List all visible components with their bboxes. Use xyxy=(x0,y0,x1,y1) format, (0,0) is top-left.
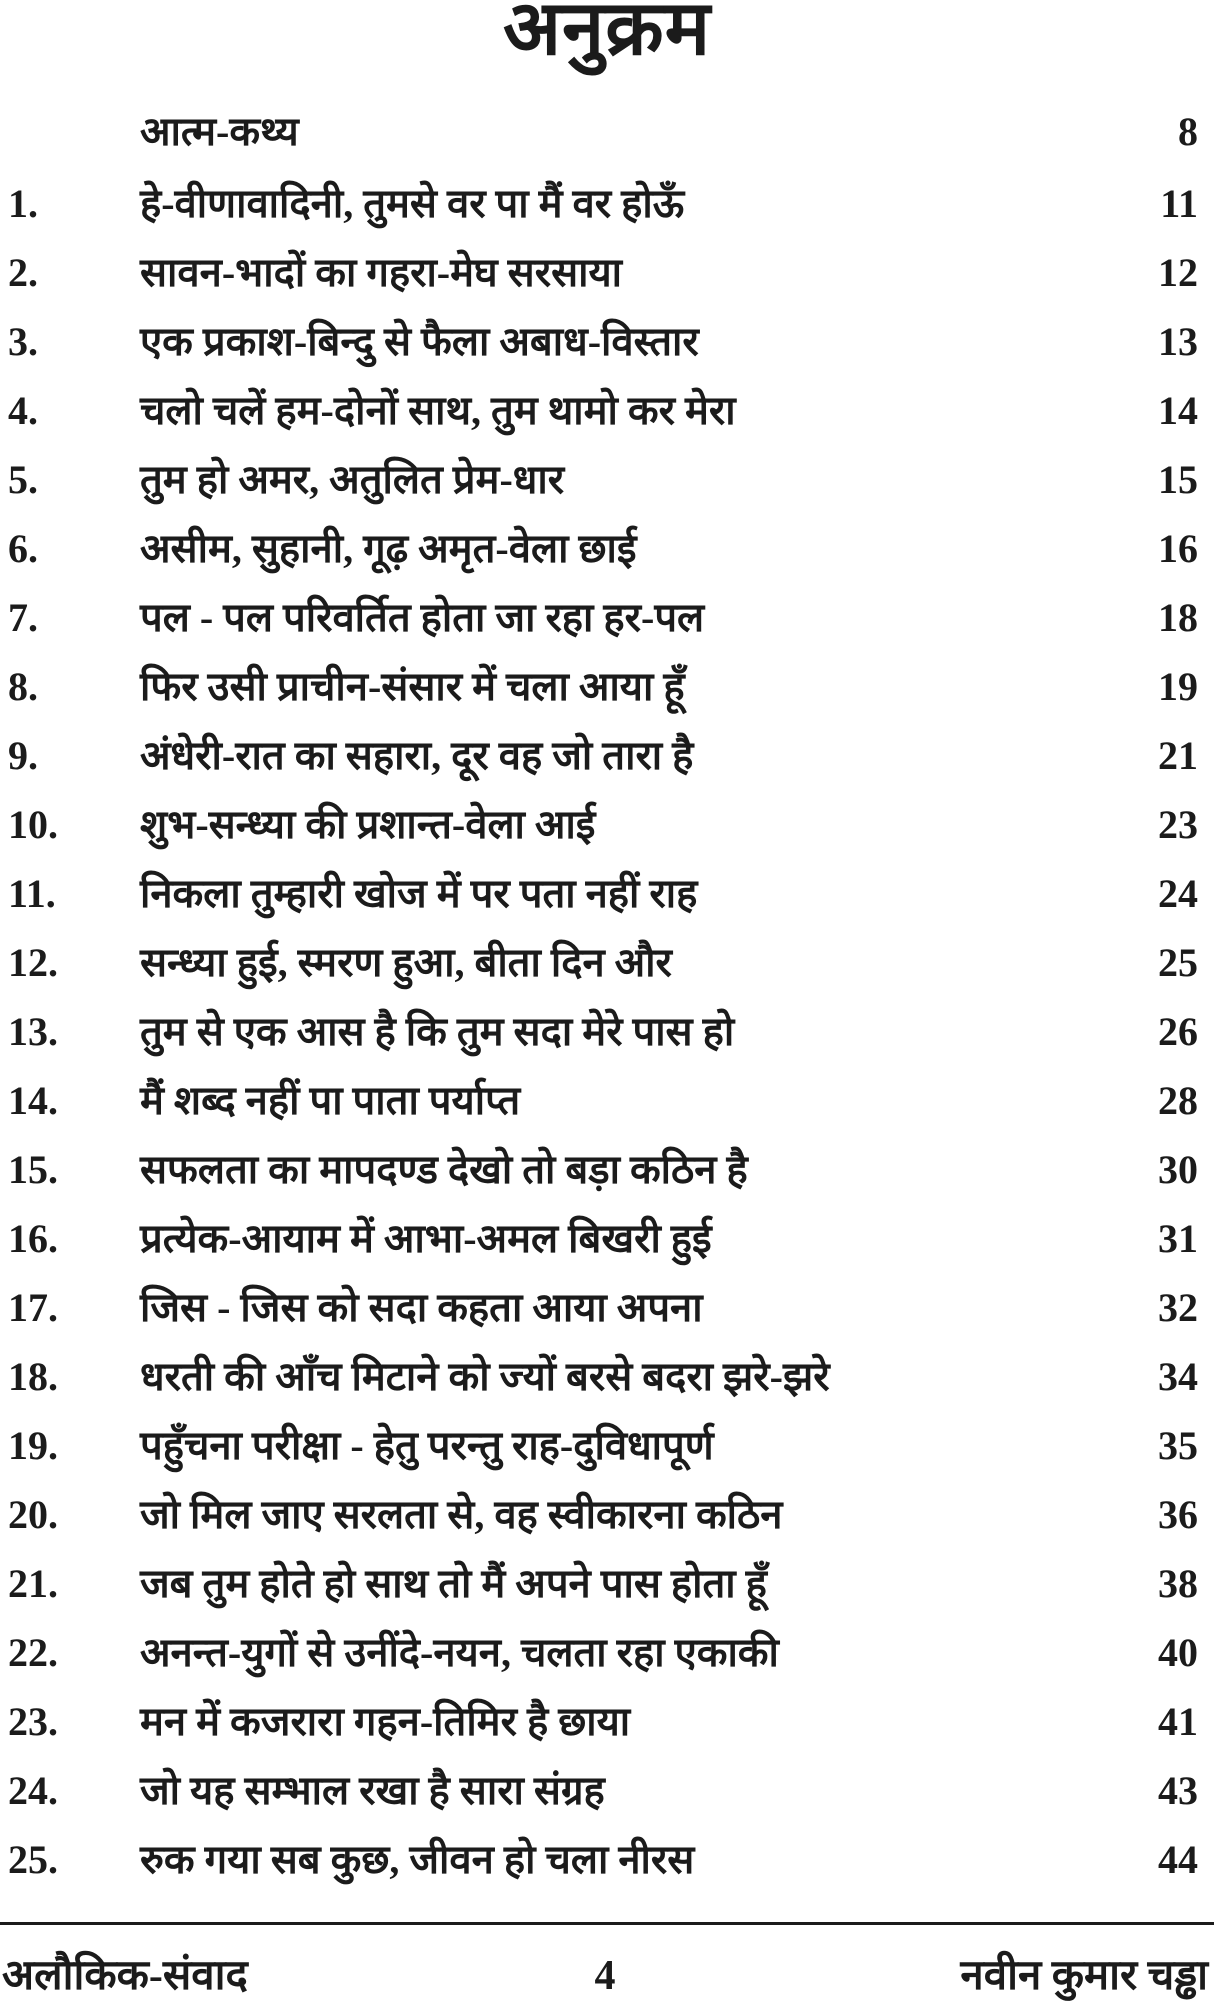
page-title: अनुक्रम xyxy=(502,0,712,71)
footer-book-title: अलौकिक-संवाद xyxy=(2,1953,248,1999)
toc-entry-number: 14. xyxy=(8,1078,58,1124)
toc-entry-page: 24 xyxy=(1158,871,1198,917)
toc-entry-title: एक प्रकाश-बिन्दु से फैला अबाध-विस्तार xyxy=(140,319,699,365)
toc-entry-page: 41 xyxy=(1158,1699,1198,1745)
toc-entry-page: 34 xyxy=(1158,1354,1198,1400)
toc-entry-number: 17. xyxy=(8,1285,58,1331)
toc-entry-number: 25. xyxy=(8,1837,58,1883)
toc-entry-row xyxy=(8,929,1198,998)
toc-entry-number: 8. xyxy=(8,664,38,710)
toc-entry-title: शुभ-सन्ध्या की प्रशान्त-वेला आई xyxy=(140,802,596,848)
toc-entry-page: 28 xyxy=(1158,1078,1198,1124)
toc-entry-number: 3. xyxy=(8,319,38,365)
toc-entry-number: 5. xyxy=(8,457,38,503)
toc-entry-row xyxy=(8,722,1198,791)
toc-entry-row xyxy=(8,446,1198,515)
toc-entry-row xyxy=(8,515,1198,584)
toc-entry-page: 16 xyxy=(1158,526,1198,572)
toc-entry-page: 14 xyxy=(1158,388,1198,434)
toc-entry-number: 22. xyxy=(8,1630,58,1676)
toc-entry-number: 4. xyxy=(8,388,38,434)
toc-entry-number: 1. xyxy=(8,181,38,227)
toc-entry-row xyxy=(8,1412,1198,1481)
toc-entry-page: 25 xyxy=(1158,940,1198,986)
toc-entry-number: 20. xyxy=(8,1492,58,1538)
footer-page-number: 4 xyxy=(594,1953,616,1999)
toc-entry-title: अंधेरी-रात का सहारा, दूर वह जो तारा है xyxy=(140,733,694,779)
toc-entry-number: 13. xyxy=(8,1009,58,1055)
toc-entry-number: 24. xyxy=(8,1768,58,1814)
toc-entry-title: सन्ध्या हुई, स्मरण हुआ, बीता दिन और xyxy=(140,940,672,986)
toc-entry-number: 21. xyxy=(8,1561,58,1607)
toc-entry-title: चलो चलें हम-दोनों साथ, तुम थामो कर मेरा xyxy=(140,388,736,434)
toc-entry-number: 6. xyxy=(8,526,38,572)
toc-entry-row xyxy=(8,584,1198,653)
toc-entry-title: पल - पल परिवर्तित होता जा रहा हर-पल xyxy=(140,595,705,641)
toc-entry-row xyxy=(8,1136,1198,1205)
toc-entry-row xyxy=(8,1757,1198,1826)
toc-heading-page: 8 xyxy=(1178,108,1198,154)
toc-entry-title: तुम से एक आस है कि तुम सदा मेरे पास हो xyxy=(140,1009,735,1055)
toc-entry-page: 38 xyxy=(1158,1561,1198,1607)
toc-entry-title: निकला तुम्हारी खोज में पर पता नहीं राह xyxy=(140,871,698,917)
toc-entry-row xyxy=(8,1274,1198,1343)
toc-entry-page: 31 xyxy=(1158,1216,1198,1262)
toc-entry-number: 10. xyxy=(8,802,58,848)
toc-entry-title: जब तुम होते हो साथ तो मैं अपने पास होता हूँ xyxy=(140,1561,767,1607)
toc-entry-number: 2. xyxy=(8,250,38,296)
toc-entry-title: असीम, सुहानी, गूढ़ अमृत-वेला छाई xyxy=(140,526,637,572)
toc-entry-page: 36 xyxy=(1158,1492,1198,1538)
toc-heading-row xyxy=(8,94,1198,170)
toc-entry-title: धरती की आँच मिटाने को ज्यों बरसे बदरा झरे-झरे xyxy=(140,1354,830,1400)
toc-entry-row xyxy=(8,1550,1198,1619)
toc-entry-row xyxy=(8,998,1198,1067)
toc-entry-page: 30 xyxy=(1158,1147,1198,1193)
toc-entry-number: 11. xyxy=(8,871,56,917)
toc-entry-row xyxy=(8,1619,1198,1688)
footer-author: नवीन कुमार चड्ढा xyxy=(960,1953,1208,1999)
toc-entry-number: 23. xyxy=(8,1699,58,1745)
toc-entry-title: मन में कजरारा गहन-तिमिर है छाया xyxy=(140,1699,631,1745)
toc-entry-row xyxy=(8,1205,1198,1274)
toc-entry-page: 43 xyxy=(1158,1768,1198,1814)
toc-entry-row xyxy=(8,653,1198,722)
toc-entry-row xyxy=(8,860,1198,929)
toc-entry-page: 18 xyxy=(1158,595,1198,641)
toc-entry-number: 15. xyxy=(8,1147,58,1193)
toc-entry-row xyxy=(8,377,1198,446)
toc-entry-row xyxy=(8,1481,1198,1550)
toc-entry-title: प्रत्येक-आयाम में आभा-अमल बिखरी हुई xyxy=(140,1216,712,1262)
toc-entry-title: जिस - जिस को सदा कहता आया अपना xyxy=(140,1285,703,1331)
toc-entry-page: 21 xyxy=(1158,733,1198,779)
toc-entry-row xyxy=(8,170,1198,239)
toc-entry-row xyxy=(8,1343,1198,1412)
toc-entry-title: तुम हो अमर, अतुलित प्रेम-धार xyxy=(140,457,565,503)
toc-entry-page: 26 xyxy=(1158,1009,1198,1055)
toc-entry-title: सफलता का मापदण्ड देखो तो बड़ा कठिन है xyxy=(140,1147,748,1193)
toc-entry-row xyxy=(8,1688,1198,1757)
toc-entry-page: 11 xyxy=(1160,181,1198,227)
toc-entry-number: 16. xyxy=(8,1216,58,1262)
toc-entry-number: 12. xyxy=(8,940,58,986)
toc-entry-row xyxy=(8,791,1198,860)
toc-entry-title: मैं शब्द नहीं पा पाता पर्याप्त xyxy=(140,1078,521,1124)
toc-entry-title: पहुँचना परीक्षा - हेतु परन्तु राह-दुविधापूर्ण xyxy=(140,1423,714,1469)
toc-entry-title: हे-वीणावादिनी, तुमसे वर पा मैं वर होऊँ xyxy=(140,181,685,227)
toc-entry-title: जो मिल जाए सरलता से, वह स्वीकारना कठिन xyxy=(140,1492,783,1538)
toc-entry-number: 7. xyxy=(8,595,38,641)
toc-entry-title: जो यह सम्भाल रखा है सारा संग्रह xyxy=(140,1768,605,1814)
toc-heading-label: आत्म-कथ्य xyxy=(140,108,299,154)
toc-entry-title: सावन-भादों का गहरा-मेघ सरसाया xyxy=(140,250,623,296)
toc-entry-page: 40 xyxy=(1158,1630,1198,1676)
toc-entry-number: 18. xyxy=(8,1354,58,1400)
page-footer xyxy=(0,1922,1214,2002)
toc-entry-page: 15 xyxy=(1158,457,1198,503)
toc-entry-row xyxy=(8,1067,1198,1136)
toc-entry-title: फिर उसी प्राचीन-संसार में चला आया हूँ xyxy=(140,664,685,710)
toc-entry-number: 9. xyxy=(8,733,38,779)
toc-entry-row xyxy=(8,308,1198,377)
toc-entry-number: 19. xyxy=(8,1423,58,1469)
toc-entry-page: 19 xyxy=(1158,664,1198,710)
toc-entry-title: अनन्त-युगों से उनींदे-नयन, चलता रहा एकाकी xyxy=(140,1630,779,1676)
toc-entry-title: रुक गया सब कुछ, जीवन हो चला नीरस xyxy=(140,1837,695,1883)
toc-entry-page: 44 xyxy=(1158,1837,1198,1883)
toc-entry-page: 12 xyxy=(1158,250,1198,296)
toc-entry-page: 13 xyxy=(1158,319,1198,365)
toc-entry-page: 35 xyxy=(1158,1423,1198,1469)
footer-text-row xyxy=(0,1925,1214,2002)
toc-entry-page: 23 xyxy=(1158,802,1198,848)
toc-list xyxy=(0,70,1214,1895)
toc-entry-row xyxy=(8,1826,1198,1895)
toc-entry-page: 32 xyxy=(1158,1285,1198,1331)
toc-entry-row xyxy=(8,239,1198,308)
